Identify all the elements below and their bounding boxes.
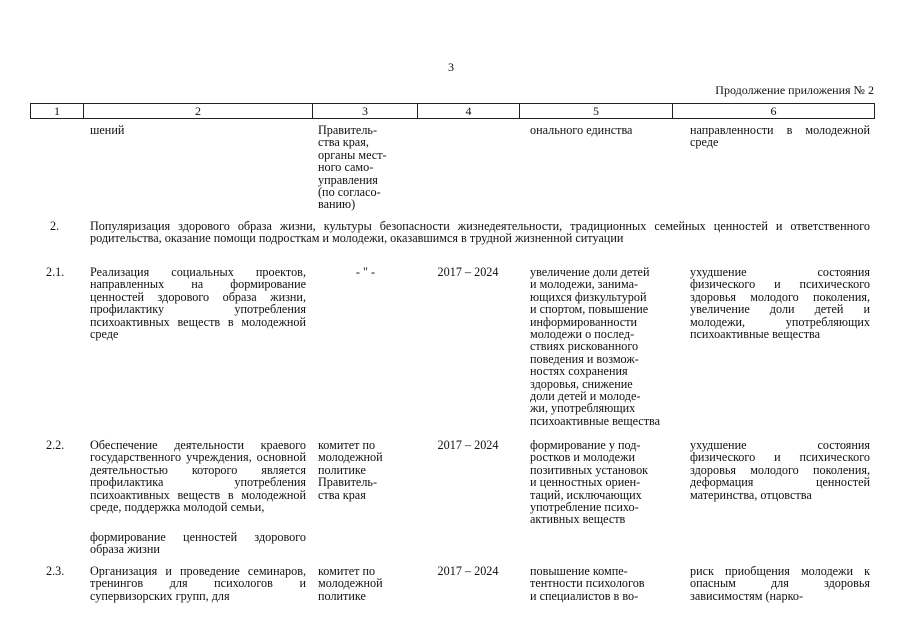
col-header-4: 4: [418, 104, 520, 119]
cont-cell-6: направленности в молодежной среде: [690, 123, 870, 150]
page-number: 3: [448, 60, 454, 74]
row-period: 2017 – 2024: [437, 265, 499, 279]
col-header-2: 2: [84, 104, 313, 119]
col-header-6: 6: [673, 104, 875, 119]
row-period: 2017 – 2024: [437, 438, 499, 452]
table-header: [30, 103, 875, 119]
row-result: повышение компе- тентности психологов и специалистов в во-: [530, 564, 645, 603]
row-risk: ухудшение состояния физического и психического здоровья молодого поколения, деформация ценностей материнства, отцовства: [690, 438, 870, 502]
section-heading: Популяризация здорового образа жизни, культуры безопасности жизнедеятельности, традиционных семейных ценностей и ответственного родительства, оказание помощи подросткам и молодежи, оказавшимся в трудной жизненной ситуации: [90, 219, 870, 246]
row-result: формирование у под- ростков и молодежи позитивных установок и ценностных ориен- таций, исключающих употребление психо- активных веществ: [530, 438, 649, 527]
row-measure: Организация и проведение семинаров, тренингов для психологов и супервизорских групп, для: [90, 564, 306, 603]
row-number: 2.1.: [46, 265, 65, 279]
row-number: 2.3.: [46, 564, 65, 578]
row-executor: комитет по молодежной политике Правитель- ства края: [318, 438, 383, 502]
row-measure-continued: формирование ценностей здорового образа жизни: [90, 530, 306, 557]
col-header-5: 5: [520, 104, 673, 119]
cont-cell-5: онального единства: [530, 123, 633, 137]
row-measure: Реализация социальных проектов, направленных на формирование ценностей здорового образа жизни, профилактику употребления психоактивных веществ в молодежной среде: [90, 265, 306, 342]
row-risk: риск приобщения молодежи к опасным для здоровья зависимостям (нарко-: [690, 564, 870, 603]
row-number: 2.: [50, 219, 60, 233]
continuation-label: Продолжение приложения № 2: [715, 83, 874, 97]
col-header-1: 1: [31, 104, 84, 119]
row-number: 2.2.: [46, 438, 65, 452]
row-measure: Обеспечение деятельности краевого государственного учреждения, основной деятельностью которого является профилактика употребления психоактивных веществ в молодежной среде, поддержка молодой семьи,: [90, 438, 306, 515]
col-header-3: 3: [313, 104, 418, 119]
row-period: 2017 – 2024: [437, 564, 499, 578]
row-result: увеличение доли детей и молодежи, занима- ющихся физкультурой и спортом, повышение информированности молодежи о послед- ствиях рискованного поведения и возмож- ностях сохранения здоровья, снижение доли детей и молоде- жи, употребляющих психоактивные вещества: [530, 265, 661, 428]
cont-cell-3: Правитель- ства края, органы мест- ного само- управления (по согласо- ванию): [318, 123, 387, 212]
row-executor: комитет по молодежной политике: [318, 564, 383, 603]
row-executor: - " -: [355, 265, 376, 279]
row-risk: ухудшение состояния физического и психического здоровья молодого поколения, увеличение доли детей и молодежи, употребляющих психоактивные вещества: [690, 265, 870, 342]
cont-cell-2: шений: [90, 123, 125, 137]
